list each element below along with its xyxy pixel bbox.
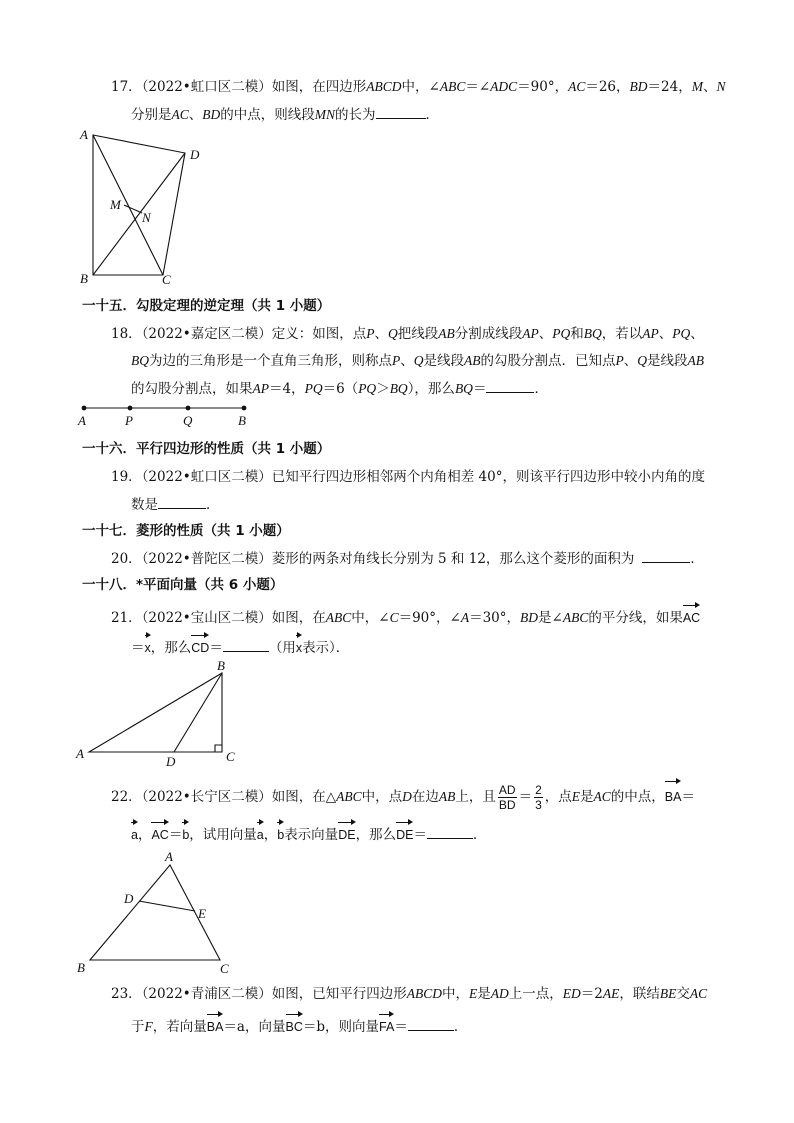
vector-a: a — [257, 821, 264, 845]
vector-AC: AC — [683, 604, 700, 628]
vector-AC: AC — [151, 821, 168, 845]
vector-BC: BC — [286, 1013, 303, 1037]
q18-line3: 的勾股分割点，如果AP＝4，PQ＝6（PQ＞BQ），那么BQ＝ ． — [131, 378, 548, 399]
question-source: （2022•长宁区二模） — [141, 789, 272, 805]
q23-line2: 于F，若向量BA＝a，向量BC＝b，则向量FA＝ ． — [131, 1013, 467, 1037]
q19-line1: 19．（2022•虹口区二模）已知平行四边形相邻两个内角相差 40°，则该平行四边形中较小内角的度 — [111, 469, 705, 485]
question-source: （2022•嘉定区二模） — [141, 326, 272, 342]
answer-blank[interactable] — [408, 1016, 454, 1031]
question-source: （2022•青浦区二模） — [141, 986, 272, 1002]
label-A: A — [78, 413, 86, 428]
label-A: A — [76, 746, 84, 761]
vector-BA: BA — [207, 1013, 224, 1037]
label-D: D — [124, 891, 134, 906]
question-source: （2022•虹口区二模） — [141, 469, 272, 485]
section-heading-18: 一十八．*平面向量（共 6 小题） — [82, 577, 284, 593]
vector-DE: DE — [338, 821, 355, 845]
question-source: （2022•宝山区二模） — [141, 610, 272, 626]
label-E: E — [198, 906, 206, 921]
vector-DE: DE — [396, 821, 413, 845]
vector-b: b — [277, 821, 284, 845]
q21-line1: 21．（2022•宝山区二模）如图，在ABC中，∠C＝90°，∠A＝30°，BD是∠ABC的平分线，如果AC — [111, 604, 700, 628]
section-heading-16: 一十六．平行四边形的性质（共 1 小题） — [82, 441, 331, 457]
q18-line2: BQ为边的三角形是一个直角三角形，则称点P、Q是线段AB的勾股分割点．已知点P、Q是线段AB — [131, 353, 704, 369]
label-C: C — [226, 749, 235, 764]
label-M: M — [110, 197, 121, 212]
q23-line1: 23．（2022•青浦区二模）如图，已知平行四边形ABCD中，E是AD上一点，ED＝2AE，联结BE交AC — [111, 986, 708, 1002]
label-D: D — [166, 754, 176, 769]
label-C: C — [220, 961, 229, 976]
fraction-AD-BD: $\frac{AD}{BD}$ — [498, 783, 516, 812]
label-B: B — [217, 658, 225, 673]
vector-x: x — [145, 634, 151, 658]
label-D: D — [190, 147, 200, 162]
vector-a: a — [131, 821, 138, 845]
section-heading-15: 一十五．勾股定理的逆定理（共 1 小题） — [82, 298, 331, 314]
q17-line2: 分别是AC、BD的中点，则线段MN的长为 ． — [131, 104, 439, 125]
label-A: A — [165, 849, 173, 864]
vector-b: b — [182, 821, 189, 845]
label-P: P — [125, 413, 133, 428]
label-B: B — [77, 960, 85, 975]
label-C: C — [162, 272, 171, 287]
q18-line1: 18．（2022•嘉定区二模）定义：如图，点P、Q把线段AB分割成线段AP、PQ和BQ，若以AP、PQ、 — [111, 326, 704, 342]
section-heading-17: 一十七．菱形的性质（共 1 小题） — [82, 523, 290, 539]
q21-line2: ＝x，那么CD＝ （用x表示）． — [131, 634, 349, 658]
q22-line2: a，AC＝b，试用向量a，b表示向量DE，那么DE＝ ． — [131, 821, 486, 845]
label-N: N — [142, 210, 151, 225]
q17-line1: 17．（2022•虹口区二模）如图，在四边形ABCD中，∠ABC＝∠ADC＝90°，AC＝26，BD＝24，M、N — [111, 79, 726, 95]
label-B: B — [80, 271, 88, 286]
label-Q: Q — [183, 413, 193, 428]
vector-FA: FA — [379, 1013, 394, 1037]
q20-line1: 20．（2022•普陀区二模）菱形的两条对角线长分别为 5 和 12，那么这个菱形的面积为 ． — [111, 548, 704, 569]
vector-CD: CD — [191, 634, 209, 658]
question-source: （2022•虹口区二模） — [141, 79, 272, 95]
vector-x: x — [296, 634, 302, 658]
question-source: （2022•普陀区二模） — [141, 551, 272, 567]
fraction-2-3: $\frac{2}{3}$ — [535, 783, 542, 812]
vector-BA: BA — [665, 780, 682, 810]
label-B: B — [238, 413, 246, 428]
q19-line2: 数是 ． — [131, 494, 220, 515]
label-A: A — [80, 127, 88, 142]
q22-line1: 22．（2022•长宁区二模）如图，在△ABC中，点D在边AB上，且 $\frac{AD}{BD}$ ＝ $\frac{2}{3}$ ，点E是AC的中点，BA＝ — [111, 780, 695, 806]
